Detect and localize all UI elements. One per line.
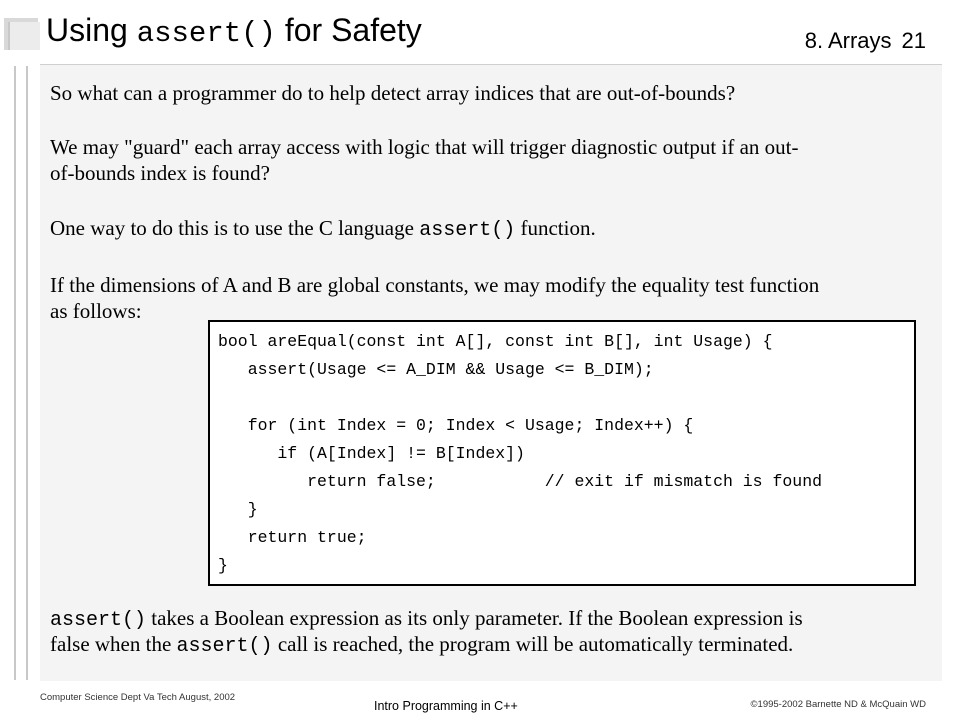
paragraph-assert-explain-line1: [50, 605, 803, 634]
code-line: bool areEqual(const int A[], const int B[], int Usage) {: [218, 332, 773, 351]
code-line: }: [218, 556, 228, 575]
footer-copyright: ©1995-2002 Barnette ND & McQuain WD: [750, 699, 926, 710]
paragraph-assert-intro: [50, 215, 596, 244]
assert-intro-suffix: function.: [515, 216, 596, 240]
paragraph-guard-line2: of-bounds index is found?: [50, 161, 270, 185]
assert-intro-code: assert(): [419, 219, 516, 242]
footer-course-title: Intro Programming in C++: [374, 699, 518, 713]
left-rule-decoration: [14, 66, 28, 680]
paragraph-guard-line1: We may "guard" each array access with logic that will trigger diagnostic output if an out-: [50, 135, 799, 159]
code-block: [208, 320, 916, 586]
code-line: return true;: [218, 528, 367, 547]
paragraph-assert-explain-line2: [50, 631, 793, 660]
corner-decoration: [4, 18, 38, 50]
assert-explain-suffix: call is reached, the program will be automatically terminated.: [272, 632, 794, 656]
code-line: return false; // exit if mismatch is found: [218, 472, 822, 491]
title-prefix: Using: [46, 12, 137, 48]
code-line: if (A[Index] != B[Index]): [218, 444, 525, 463]
assert-explain-text: takes a Boolean expression as its only parameter. If the Boolean expression is: [146, 606, 803, 630]
section-indicator: [805, 28, 926, 54]
assert-explain-code-2: assert(): [176, 635, 273, 658]
slide-title: [46, 12, 422, 50]
code-line: assert(Usage <= A_DIM && Usage <= B_DIM);: [218, 360, 654, 379]
page-number: 21: [901, 28, 926, 53]
paragraph-question: So what can a programmer do to help detect array indices that are out-of-bounds?: [50, 81, 736, 105]
code-line: }: [218, 500, 258, 519]
footer-left-text: Computer Science Dept Va Tech August, 2002: [40, 692, 236, 703]
title-code: assert(): [136, 17, 276, 50]
title-suffix: for Safety: [275, 12, 422, 48]
assert-explain-code: assert(): [50, 609, 147, 632]
paragraph-global-line1: If the dimensions of A and B are global constants, we may modify the equality test function: [50, 273, 820, 297]
code-line: for (int Index = 0; Index < Usage; Index++) {: [218, 416, 694, 435]
corner-decoration-inner: [8, 22, 40, 50]
assert-explain-prefix: false when the: [50, 632, 177, 656]
paragraph-global-line2: as follows:: [50, 299, 142, 323]
assert-intro-prefix: One way to do this is to use the C language: [50, 216, 420, 240]
section-label: 8. Arrays: [804, 28, 892, 53]
